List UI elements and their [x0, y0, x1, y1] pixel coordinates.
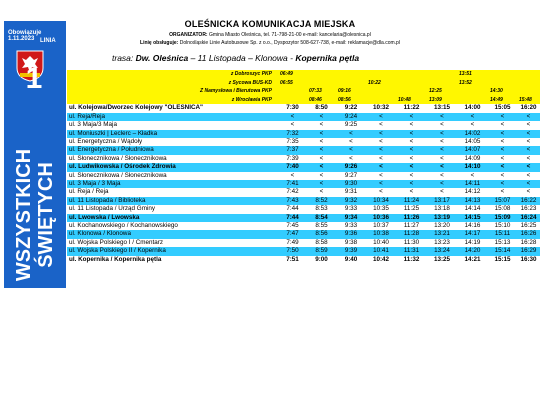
departure-time: 16:23 [517, 205, 540, 213]
departure-time: 7:47 [278, 230, 307, 238]
connection-time [457, 96, 488, 105]
stop-name: ul. Lwowska / Lwowska [67, 214, 278, 222]
departure-time: 15:07 [488, 197, 517, 205]
departure-time: < [457, 121, 488, 129]
stop-row [67, 104, 540, 112]
departure-time: 13:23 [427, 239, 457, 247]
connection-time [517, 79, 540, 88]
connection-time [488, 79, 517, 88]
departure-time: < [396, 146, 427, 154]
departure-time: 14:20 [457, 247, 488, 255]
stop-row [67, 214, 540, 222]
stop-name: ul. 3 Maja / 3 Maja [67, 180, 278, 188]
departure-time: 7:42 [278, 188, 307, 196]
departure-time: 7:49 [278, 239, 307, 247]
departure-time: < [488, 146, 517, 154]
connection-time: 12:25 [427, 87, 457, 96]
stop-name: ul. Reja / Reja [67, 188, 278, 196]
connection-row [67, 87, 540, 96]
departure-time: 16:20 [517, 104, 540, 112]
connection-label: Z Namysłowa i Bierutowa PKP [67, 87, 278, 96]
departure-time: < [336, 130, 366, 138]
connection-label: z Sycowa BUS-KD [67, 79, 278, 88]
departure-time: 7:44 [278, 214, 307, 222]
departure-time: 14:09 [457, 155, 488, 163]
departure-time: 9:30 [336, 180, 366, 188]
departure-time: < [488, 138, 517, 146]
connection-time [396, 79, 427, 88]
stop-row [67, 130, 540, 138]
connection-time [336, 79, 366, 88]
departure-time: 15:09 [488, 214, 517, 222]
departure-time: < [307, 138, 336, 146]
departure-time: < [427, 130, 457, 138]
departure-time: 15:11 [488, 230, 517, 238]
departure-time: < [366, 188, 396, 196]
departure-time: 10:41 [366, 247, 396, 255]
departure-time: 15:14 [488, 247, 517, 255]
departure-time: 13:17 [427, 197, 457, 205]
departure-time: 13:20 [427, 222, 457, 230]
stop-name: ul. 11 Listopada / Urząd Gminy [67, 205, 278, 213]
departure-time: 7:41 [278, 180, 307, 188]
stop-row [67, 205, 540, 213]
departure-time: < [366, 180, 396, 188]
departure-time: 9:25 [336, 121, 366, 129]
departure-time: < [307, 180, 336, 188]
connection-time: 06:49 [278, 70, 307, 79]
stop-row [67, 247, 540, 255]
departure-time: 16:25 [517, 222, 540, 230]
connection-time [427, 79, 457, 88]
departure-time: < [396, 188, 427, 196]
departure-time: < [427, 163, 457, 171]
departure-time: < [517, 155, 540, 163]
departure-time: 9:32 [336, 197, 366, 205]
connection-time [278, 96, 307, 105]
departure-time: < [488, 188, 517, 196]
connection-time [278, 87, 307, 96]
connection-row [67, 79, 540, 88]
stop-row [67, 222, 540, 230]
departure-time: 11:26 [396, 214, 427, 222]
departure-time: < [457, 113, 488, 121]
connection-label: z Dobroszyc PKP [67, 70, 278, 79]
departure-time: 8:56 [307, 230, 336, 238]
departure-time: < [336, 146, 366, 154]
stop-row [67, 230, 540, 238]
departure-time: 16:22 [517, 197, 540, 205]
departure-time: 9:40 [336, 256, 366, 264]
departure-time: 13:21 [427, 230, 457, 238]
stop-name: ul. Wojska Polskiego I / Cmentarz [67, 239, 278, 247]
connection-time: 15:48 [517, 96, 540, 105]
vertical-banner-text: WSZYSTKICH ŚWIĘTYCH [13, 148, 57, 282]
departure-time: 10:34 [366, 197, 396, 205]
line-number: 1 [25, 62, 43, 95]
stop-name: ul. Moniuszki | Leclerc – Kładka [67, 130, 278, 138]
departure-time: < [427, 121, 457, 129]
connection-time: 10:22 [366, 79, 396, 88]
departure-time: < [488, 155, 517, 163]
departure-time: < [488, 130, 517, 138]
stop-row [67, 113, 540, 121]
connection-time: 06:55 [278, 79, 307, 88]
stop-name: ul. Kochanowskiego / Kochanowskiego [67, 222, 278, 230]
departure-time: < [427, 155, 457, 163]
connection-time: 14:49 [488, 96, 517, 105]
departure-time: < [488, 172, 517, 180]
stop-row [67, 163, 540, 171]
departure-time: 9:34 [336, 214, 366, 222]
departure-time: < [396, 155, 427, 163]
stop-row [67, 138, 540, 146]
departure-time: 9:33 [336, 205, 366, 213]
departure-time: < [517, 130, 540, 138]
departure-time: 7:32 [278, 130, 307, 138]
linia-label: LINIA [40, 38, 56, 44]
connection-time [366, 70, 396, 79]
stop-name: ul. 11 Listopada / Biblioteka [67, 197, 278, 205]
departure-time: 8:59 [307, 247, 336, 255]
departure-time: < [517, 163, 540, 171]
departure-time: < [366, 113, 396, 121]
departure-time: 10:37 [366, 222, 396, 230]
departure-time: 10:40 [366, 239, 396, 247]
departure-time: 13:19 [427, 214, 457, 222]
departure-time: < [427, 188, 457, 196]
departure-time: 9:24 [336, 113, 366, 121]
connection-time [307, 79, 336, 88]
connection-time: 13:51 [457, 70, 488, 79]
departure-time: < [278, 113, 307, 121]
departure-time: 14:14 [457, 205, 488, 213]
departure-time: < [307, 130, 336, 138]
departure-time: 11:30 [396, 239, 427, 247]
stop-name: ul. Kolejowa/Dworzec Kolejowy "OLEŚNICA" [67, 104, 278, 112]
connection-time: 14:30 [488, 87, 517, 96]
departure-time: 15:10 [488, 222, 517, 230]
departure-time: 13:25 [427, 256, 457, 264]
connection-row [67, 70, 540, 79]
departure-time: 14:05 [457, 138, 488, 146]
departure-time: 11:31 [396, 247, 427, 255]
departure-time: 11:24 [396, 197, 427, 205]
departure-time: 7:35 [278, 138, 307, 146]
stop-name: ul. Kopernika / Kopernika pętla [67, 256, 278, 264]
operator-line: Linię obsługuje: Dolnośląskie Linie Autobusowe Sp. z o.o., Dyspozytor 508-627-738, e-mail: reklamacje@dla.com.pl [140, 40, 400, 46]
stop-name: ul. 3 Maja/3 Maja [67, 121, 278, 129]
departure-time: < [336, 138, 366, 146]
departure-time: < [366, 172, 396, 180]
stop-row [67, 197, 540, 205]
departure-time: < [307, 146, 336, 154]
stop-row [67, 146, 540, 154]
connection-time [517, 70, 540, 79]
departure-time: 14:02 [457, 130, 488, 138]
connection-time [366, 96, 396, 105]
departure-time: < [517, 146, 540, 154]
departure-time: 11:25 [396, 205, 427, 213]
departure-time: 9:33 [336, 222, 366, 230]
connection-time [396, 70, 427, 79]
departure-time: 7:50 [278, 247, 307, 255]
departure-time: 11:32 [396, 256, 427, 264]
stop-name: ul. Reja/Reja [67, 113, 278, 121]
departure-time: 14:10 [457, 163, 488, 171]
departure-time: 9:27 [336, 172, 366, 180]
departure-time: 16:28 [517, 239, 540, 247]
departure-time: 16:26 [517, 230, 540, 238]
departure-time: 8:52 [307, 197, 336, 205]
departure-time: 14:21 [457, 256, 488, 264]
departure-time: 15:15 [488, 256, 517, 264]
departure-time: 9:38 [336, 239, 366, 247]
connection-time [307, 70, 336, 79]
connection-time [427, 70, 457, 79]
departure-time: 13:15 [427, 104, 457, 112]
connection-time [396, 87, 427, 96]
timetable [67, 70, 540, 264]
connection-time: 10:48 [396, 96, 427, 105]
departure-time: < [396, 130, 427, 138]
departure-time: < [366, 155, 396, 163]
departure-time: < [396, 121, 427, 129]
connection-row [67, 96, 540, 105]
departure-time: 7:43 [278, 197, 307, 205]
departure-time: < [307, 172, 336, 180]
departure-time: < [488, 180, 517, 188]
departure-time: 7:30 [278, 104, 307, 112]
departure-time: 9:36 [336, 230, 366, 238]
departure-time: < [517, 172, 540, 180]
stop-row [67, 172, 540, 180]
connection-time: 07:33 [307, 87, 336, 96]
departure-time: < [517, 121, 540, 129]
departure-time: 8:50 [307, 104, 336, 112]
connection-time: 13:52 [457, 79, 488, 88]
departure-time: 10:32 [366, 104, 396, 112]
departure-time: < [336, 155, 366, 163]
departure-time: 10:35 [366, 205, 396, 213]
valid-from-label: Obowiązuje 1.11.2023 [8, 30, 42, 42]
page-title: OLEŚNICKA KOMUNIKACJA MIEJSKA [184, 19, 356, 29]
departure-time: 14:12 [457, 188, 488, 196]
departure-time: 9:00 [307, 256, 336, 264]
departure-time: < [488, 121, 517, 129]
stop-name: ul. Ludwikowska / Ośrodek Zdrowia [67, 163, 278, 171]
departure-time: 15:13 [488, 239, 517, 247]
departure-time: < [488, 163, 517, 171]
connection-time [457, 87, 488, 96]
departure-time: < [427, 138, 457, 146]
departure-time: < [307, 113, 336, 121]
departure-time: < [366, 130, 396, 138]
departure-time: < [278, 172, 307, 180]
departure-time: 13:18 [427, 205, 457, 213]
departure-time: 14:13 [457, 197, 488, 205]
departure-time: 7:45 [278, 222, 307, 230]
departure-time: 10:42 [366, 256, 396, 264]
stop-row [67, 188, 540, 196]
departure-time: 7:39 [278, 155, 307, 163]
connection-label: z Wrocławia PKP [67, 96, 278, 105]
departure-time: 14:11 [457, 180, 488, 188]
connection-time: 13:09 [427, 96, 457, 105]
departure-time: 14:07 [457, 146, 488, 154]
departure-time: 16:24 [517, 214, 540, 222]
departure-time: < [517, 188, 540, 196]
departure-time: < [307, 188, 336, 196]
departure-time: < [366, 138, 396, 146]
departure-time: < [307, 155, 336, 163]
stop-row [67, 121, 540, 129]
departure-time: < [366, 121, 396, 129]
departure-time: < [457, 172, 488, 180]
departure-time: < [396, 180, 427, 188]
departure-time: 14:15 [457, 214, 488, 222]
departure-time: 11:28 [396, 230, 427, 238]
departure-time: 9:26 [336, 163, 366, 171]
departure-time: < [396, 163, 427, 171]
departure-time: 10:38 [366, 230, 396, 238]
stop-name: ul. Słonecznikowa / Słonecznikowa [67, 155, 278, 163]
stop-name: ul. Klonowa / Klonowa [67, 230, 278, 238]
stop-row [67, 239, 540, 247]
stop-row [67, 155, 540, 163]
departure-time: 11:27 [396, 222, 427, 230]
connection-time: 08:56 [336, 96, 366, 105]
departure-time: < [307, 163, 336, 171]
departure-time: < [517, 113, 540, 121]
departure-time: < [396, 172, 427, 180]
stop-name: ul. Energetyczna / Południowa [67, 146, 278, 154]
vertical-banner [0, 140, 70, 290]
departure-time: 8:54 [307, 214, 336, 222]
organizer-line: ORGANIZATOR: Gmina Miasto Oleśnica, tel. 71-798-21-00 e-mail: kancelaria@olesnica.pl [169, 32, 371, 38]
departure-time: < [278, 121, 307, 129]
departure-time: 9:22 [336, 104, 366, 112]
departure-time: < [517, 138, 540, 146]
departure-time: 8:53 [307, 205, 336, 213]
departure-time: 15:05 [488, 104, 517, 112]
connection-time: 08:46 [307, 96, 336, 105]
departure-time: < [396, 113, 427, 121]
departure-time: < [517, 180, 540, 188]
departure-time: 16:30 [517, 256, 540, 264]
departure-time: < [307, 121, 336, 129]
route-line: trasa: Dw. Oleśnica – 11 Listopada – Klonowa - Kopernika pętla [112, 53, 360, 63]
departure-time: 16:29 [517, 247, 540, 255]
stop-row [67, 180, 540, 188]
departure-time: 7:51 [278, 256, 307, 264]
connection-time [488, 70, 517, 79]
departure-time: 11:22 [396, 104, 427, 112]
departure-time: 9:39 [336, 247, 366, 255]
departure-time: 14:17 [457, 230, 488, 238]
departure-time: 13:24 [427, 247, 457, 255]
stop-name: ul. Wojska Polskiego II / Kopernika [67, 247, 278, 255]
departure-time: 7:40 [278, 163, 307, 171]
departure-time: < [427, 172, 457, 180]
connection-time [336, 70, 366, 79]
departure-time: < [396, 138, 427, 146]
departure-time: < [366, 163, 396, 171]
stop-name: ul. Energetyczna / Wądoły [67, 138, 278, 146]
departure-time: 9:31 [336, 188, 366, 196]
departure-time: 7:37 [278, 146, 307, 154]
departure-time: < [488, 113, 517, 121]
departure-time: 15:08 [488, 205, 517, 213]
stop-name: ul. Słonecznikowa / Słonecznikowa [67, 172, 278, 180]
departure-time: 14:16 [457, 222, 488, 230]
connection-time: 09:16 [336, 87, 366, 96]
departure-time: < [366, 146, 396, 154]
departure-time: 10:36 [366, 214, 396, 222]
departure-time: < [427, 180, 457, 188]
stop-row [67, 256, 540, 264]
departure-time: < [427, 113, 457, 121]
connection-time [366, 87, 396, 96]
departure-time: 8:55 [307, 222, 336, 230]
connection-time [517, 87, 540, 96]
departure-time: 14:00 [457, 104, 488, 112]
departure-time: 7:44 [278, 205, 307, 213]
departure-time: 14:19 [457, 239, 488, 247]
departure-time: 8:58 [307, 239, 336, 247]
departure-time: < [427, 146, 457, 154]
